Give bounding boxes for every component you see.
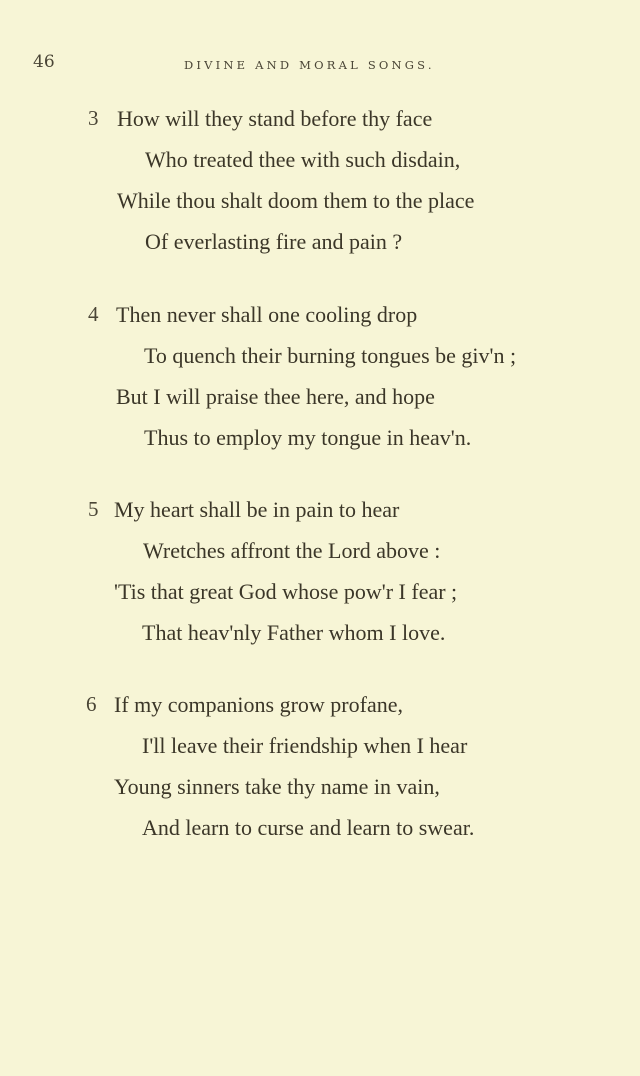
- stanza-number: 4: [88, 302, 99, 326]
- verse-line: Of everlasting fire and pain ?: [145, 229, 403, 254]
- verse-line: That heav'nly Father whom I love.: [142, 620, 446, 645]
- verse-line: Thus to employ my tongue in heav'n.: [144, 425, 472, 450]
- verse-line: If my companions grow profane,: [114, 692, 403, 717]
- verse-line: Who treated thee with such disdain,: [145, 147, 461, 172]
- verse-line: Young sinners take thy name in vain,: [114, 774, 440, 799]
- stanza-number: 3: [88, 106, 99, 130]
- verse-line: Then never shall one cooling drop: [116, 302, 418, 327]
- verse-line: How will they stand before thy face: [117, 106, 433, 131]
- verse-line: 'Tis that great God whose pow'r I fear ;: [114, 579, 458, 604]
- verse-line: To quench their burning tongues be giv'n ;: [144, 343, 517, 368]
- stanza-number: 6: [86, 692, 97, 716]
- verse-line: And learn to curse and learn to swear.: [142, 815, 475, 840]
- verse-line: I'll leave their friendship when I hear: [142, 733, 468, 758]
- verse-line: Wretches affront the Lord above :: [143, 538, 441, 563]
- stanza-number: 5: [88, 497, 99, 521]
- verse-line: While thou shalt doom them to the place: [117, 188, 475, 213]
- page-number: 46: [33, 52, 55, 72]
- verse-line: But I will praise thee here, and hope: [116, 384, 435, 409]
- verse-line: My heart shall be in pain to hear: [114, 497, 400, 522]
- running-title: DIVINE AND MORAL SONGS.: [184, 58, 435, 72]
